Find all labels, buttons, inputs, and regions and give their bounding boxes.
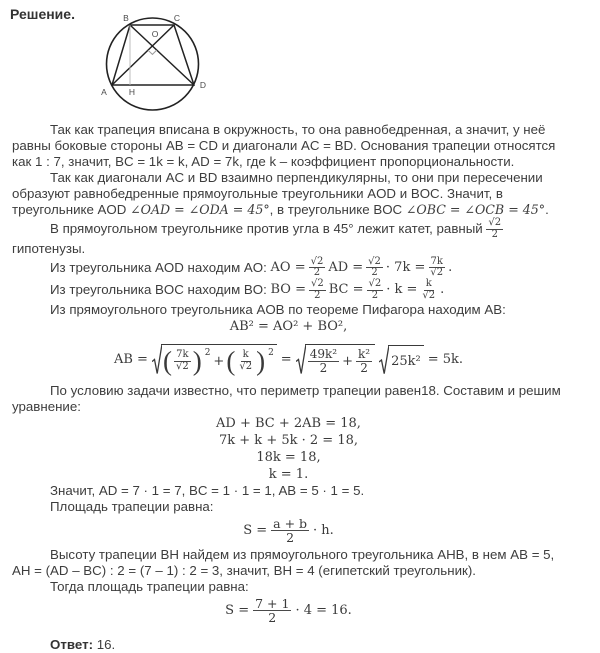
fraction-denominator: 2	[319, 361, 328, 376]
radicand	[388, 345, 424, 375]
fraction-numerator: k²	[357, 347, 371, 362]
page-title: Решение.	[10, 6, 75, 22]
text-segment: Из треугольника BOC находим BO:	[50, 282, 271, 297]
fraction-numerator: k	[425, 278, 432, 290]
line-find-bo	[12, 279, 565, 302]
math-token: = 5k.	[427, 351, 464, 367]
text-segment: гипотенузы.	[12, 240, 86, 256]
equation-perimeter-2: 7k + k + 5k · 2 = 18,	[219, 432, 358, 448]
superscript: 2	[204, 347, 211, 358]
label-a: A	[101, 87, 107, 97]
math-token: 25k²	[391, 353, 421, 369]
fraction-denominator: √2	[175, 361, 189, 373]
math-token: · h.	[313, 522, 334, 538]
math-expression-bo	[271, 279, 445, 302]
solution-body	[12, 122, 565, 653]
left-paren: (	[226, 346, 236, 377]
math-token: S =	[243, 522, 268, 538]
label-o: O	[151, 29, 159, 39]
answer-line	[12, 637, 565, 653]
right-angle-marker	[148, 50, 157, 54]
paragraph-then-area: Тогда площадь трапеции равна:	[50, 578, 249, 594]
fraction-numerator: 7 + 1	[255, 595, 290, 611]
paragraph-perpendicular-diagonals	[12, 170, 565, 218]
equation-perimeter-1: AD + BC + 2AB = 18,	[216, 415, 361, 431]
math-token: +	[213, 353, 225, 369]
equation-ab-squared: AB² = AO² + BO²,	[229, 318, 348, 334]
fraction-denominator: 2	[491, 228, 498, 240]
math-token: S =	[225, 602, 250, 618]
geometry-diagram	[95, 8, 215, 120]
label-d: D	[199, 80, 207, 90]
math-token: · 7k =	[385, 259, 426, 275]
radical-expression	[379, 345, 424, 375]
paragraph-45-cathetus	[12, 218, 565, 257]
fraction	[271, 517, 309, 545]
fraction	[420, 279, 437, 302]
fraction-denominator: √2	[430, 267, 444, 279]
math-angle-boc: ∠OBC = ∠OCB = 45°	[405, 202, 546, 217]
fraction-denominator: √2	[422, 289, 436, 301]
answer-label: Ответ:	[50, 636, 94, 652]
text-segment: , в треугольнике BOC	[269, 202, 406, 217]
equation-ab-value	[12, 338, 565, 382]
label-b: B	[123, 13, 129, 23]
fraction	[309, 279, 326, 302]
fraction-denominator: 2	[360, 361, 368, 376]
paragraph-perimeter: По условию задачи известно, что периметр трапеции равен18. Составим и решим уравнение:	[12, 382, 561, 414]
equation-perimeter-4: k = 1.	[268, 466, 309, 482]
left-paren: (	[162, 346, 172, 377]
fraction-numerator: k	[242, 349, 249, 361]
line-pythagoras-intro: Из прямоугольного треугольника AOB по теореме Пифагора находим AB:	[50, 301, 506, 317]
line-find-ao	[12, 257, 565, 280]
fraction	[253, 597, 291, 625]
radical-expression	[296, 344, 375, 375]
equation-area-value	[12, 597, 565, 625]
radical-expression	[152, 344, 277, 375]
math-token: =	[280, 351, 292, 367]
right-paren: )	[192, 346, 202, 377]
math-token: AB =	[113, 351, 148, 367]
fraction	[367, 279, 384, 302]
fraction-numerator: √2	[488, 217, 502, 228]
fraction	[356, 348, 372, 375]
fraction	[309, 257, 326, 280]
text-segment: Из треугольника AOD находим AO:	[50, 259, 271, 275]
fraction	[308, 348, 339, 375]
math-token: .	[440, 282, 445, 298]
fraction-denominator: 2	[314, 289, 321, 301]
fraction	[174, 350, 191, 373]
fraction-numerator: 7k	[176, 349, 189, 361]
math-token: AO =	[270, 259, 306, 275]
equation-perimeter-3: 18k = 18,	[256, 449, 321, 465]
fraction-numerator: √2	[311, 278, 324, 290]
equation-area-formula	[12, 517, 565, 545]
fraction-denominator: √2	[239, 361, 253, 373]
fraction-numerator: a + b	[273, 515, 308, 531]
math-token: BO =	[270, 282, 306, 298]
label-c: C	[173, 13, 181, 23]
fraction-denominator: 2	[313, 267, 321, 279]
text-segment: Так как диагонали AC и BD взаимно перпендикулярны, то они при пересечении образуют равнобедренные прямоугольные треугольники AOD и BOC. Значит, в треугольнике AOD	[12, 170, 543, 217]
paragraph-sides-values: Значит, AD = 7 · 1 = 7, BC = 1 · 1 = 1, AB = 5 · 1 = 5.	[50, 482, 365, 498]
fraction-sqrt2-over-2	[486, 218, 503, 241]
answer-value: 16.	[96, 636, 116, 652]
fraction-numerator: 7k	[430, 255, 443, 267]
math-token: AD =	[328, 259, 364, 275]
fraction-denominator: 2	[371, 289, 379, 301]
paragraph-area-intro: Площадь трапеции равна:	[50, 498, 214, 514]
right-paren: )	[256, 346, 266, 377]
label-h: H	[128, 87, 136, 97]
fraction	[366, 257, 383, 280]
math-token: · 4 = 16.	[295, 602, 352, 618]
fraction	[428, 257, 445, 280]
fraction-numerator: √2	[368, 255, 381, 267]
fraction-numerator: 49k²	[309, 347, 338, 362]
fraction-numerator: √2	[368, 278, 382, 290]
text-segment: .	[545, 202, 549, 217]
superscript: 2	[268, 347, 274, 358]
math-token: +	[342, 353, 353, 369]
fraction	[237, 350, 254, 373]
radicand	[161, 344, 277, 375]
fraction-denominator: 2	[371, 267, 378, 279]
math-token: · k =	[386, 282, 418, 298]
fraction-denominator: 2	[268, 610, 277, 626]
fraction-denominator: 2	[286, 530, 295, 546]
math-token: .	[448, 259, 453, 275]
fraction-numerator: √2	[310, 255, 324, 267]
math-token: BC =	[328, 282, 364, 298]
paragraph-height: Высоту трапеции BH найдем из прямоугольного треугольника AHB, в нем AB = 5, AH = (AD – BC) : 2 = (7 – 1) : 2 = 3, значит, BH = 4 (египетский треугольник).	[12, 546, 555, 578]
math-angle-aod: ∠OAD = ∠ODA = 45°	[130, 202, 270, 217]
math-expression-ao	[271, 257, 453, 280]
text-segment: В прямоугольном треугольнике против угла в 45° лежит катет, равный	[50, 220, 487, 236]
radicand	[305, 344, 375, 375]
paragraph-inscribed-trapezoid: Так как трапеция вписана в окружность, то она равнобедренная, а значит, у неё равны боковые стороны AB = CD и диагонали AC = BD. Основания трапеции относятся как 1 : 7, значит, BC = 1k = k, AD = 7k, где k – коэффициент пропорциональности.	[12, 122, 556, 169]
